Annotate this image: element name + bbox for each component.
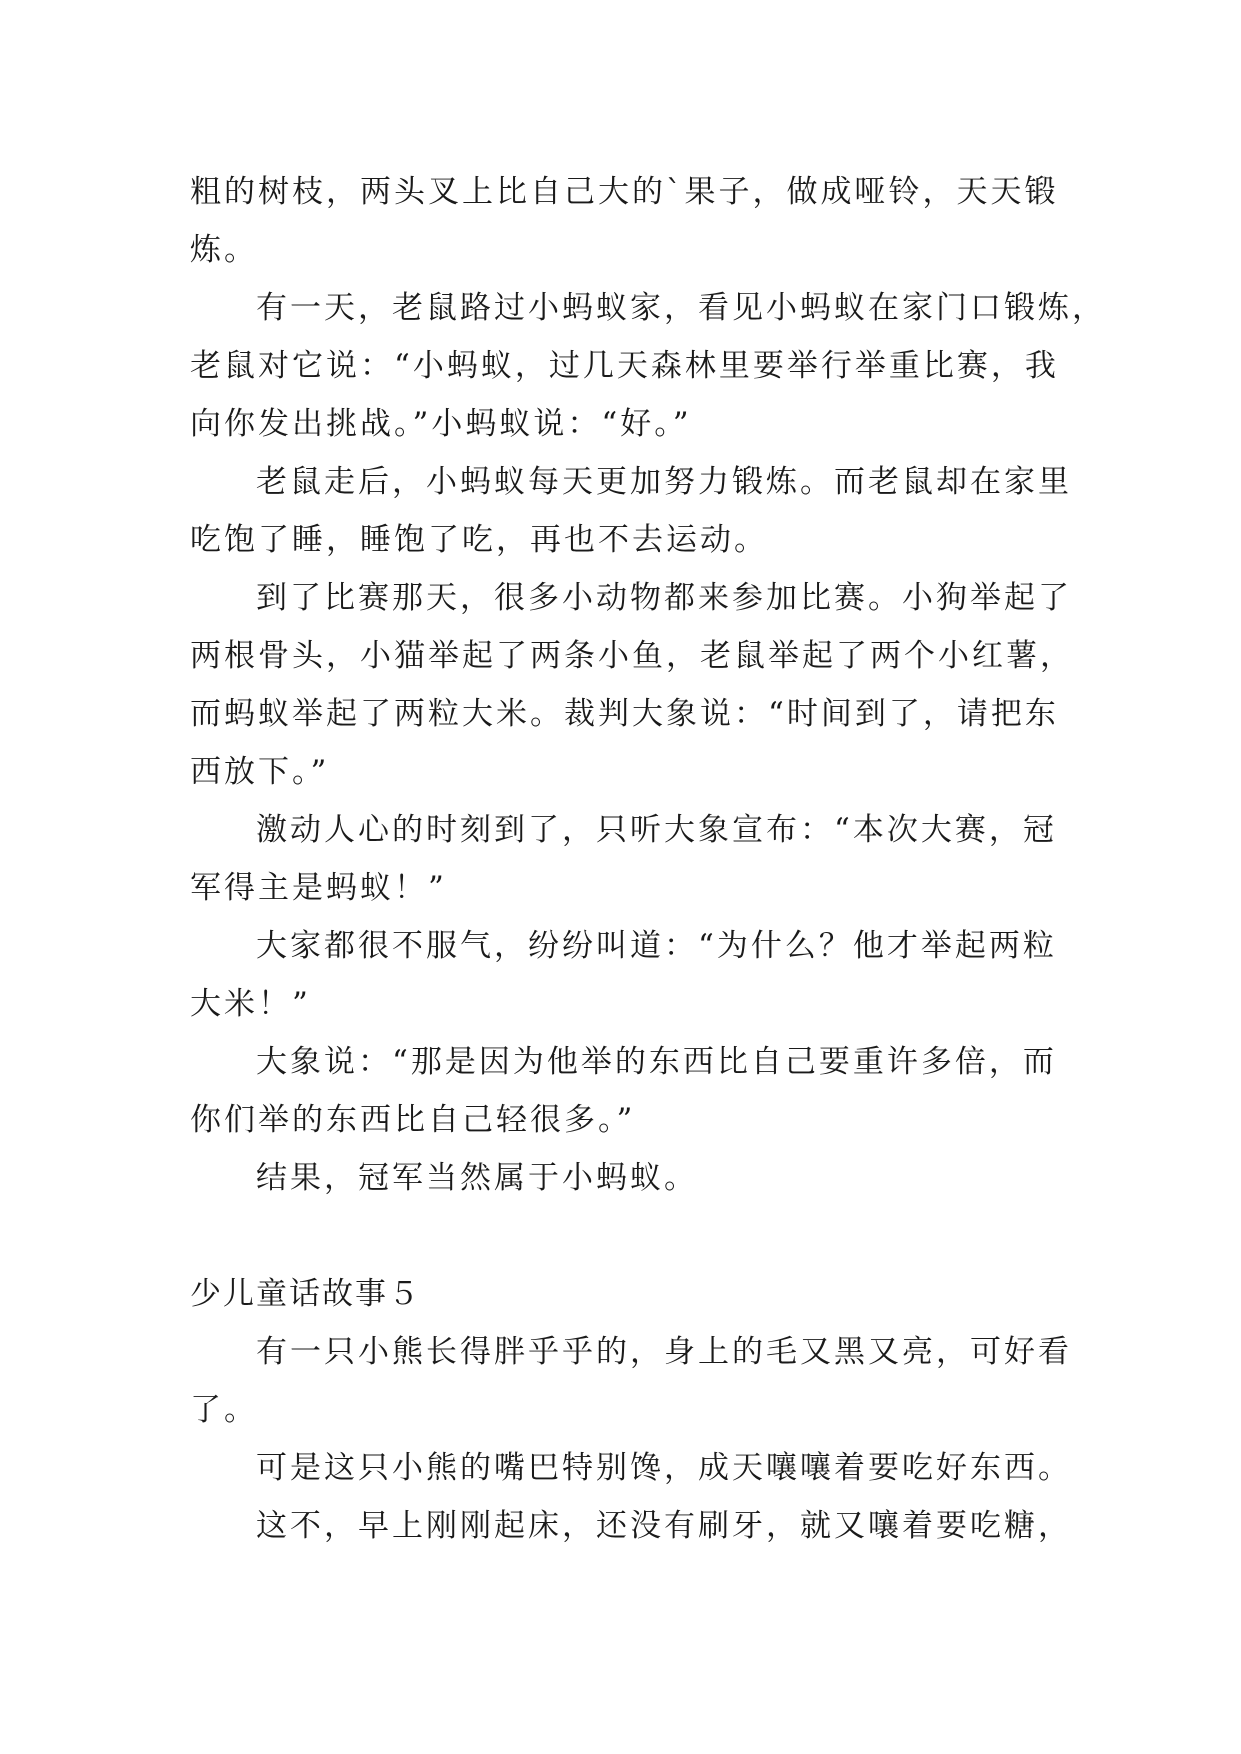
text-line: 你们举的东西比自己轻很多。” [190, 1102, 636, 1138]
paragraph-start-line: 有一只小熊长得胖乎乎的，身上的毛又黑又亮，可好看 [256, 1334, 1072, 1370]
document-body [190, 163, 1106, 1555]
paragraph-start-line: 可是这只小熊的嘴巴特别馋，成天嚷嚷着要吃好东西。 [256, 1450, 1072, 1486]
text-line: 西放下。” [190, 754, 330, 790]
text-line: 粗的树枝，两头叉上比自己大的`果子，做成哑铃，天天锻 [190, 174, 1059, 210]
text-line: 吃饱了睡，睡饱了吃，再也不去运动。 [190, 522, 768, 558]
paragraph-start-line: 大象说：“那是因为他举的东西比自己要重许多倍，而 [256, 1044, 1057, 1080]
text-line: 向你发出挑战。”小蚂蚁说：“好。” [190, 406, 692, 442]
paragraph-start-line: 老鼠走后，小蚂蚁每天更加努力锻炼。而老鼠却在家里 [256, 464, 1072, 500]
section-title: 少儿童话故事５ [190, 1276, 421, 1312]
text-line: 两根骨头，小猫举起了两条小鱼，老鼠举起了两个小红薯， [190, 638, 1074, 674]
paragraph-start-line: 这不，早上刚刚起床，还没有刷牙，就又嚷着要吃糖， [256, 1508, 1072, 1544]
text-line: 军得主是蚂蚁！” [190, 870, 447, 906]
text-line: 大米！” [190, 986, 311, 1022]
text-line: 而蚂蚁举起了两粒大米。裁判大象说：“时间到了，请把东 [190, 696, 1059, 732]
paragraph-start-line: 大家都很不服气，纷纷叫道：“为什么？他才举起两粒 [256, 928, 1057, 964]
section-spacer [190, 1207, 1050, 1265]
text-line: 老鼠对它说：“小蚂蚁，过几天森林里要举行举重比赛，我 [190, 348, 1059, 384]
paragraph-start-line: 到了比赛那天，很多小动物都来参加比赛。小狗举起了 [256, 580, 1072, 616]
paragraph-start-line: 有一天，老鼠路过小蚂蚁家，看见小蚂蚁在家门口锻炼， [256, 290, 1106, 326]
text-line: 了。 [190, 1392, 258, 1428]
paragraph-start-line: 激动人心的时刻到了，只听大象宣布：“本次大赛，冠 [256, 812, 1057, 848]
paragraph-start-line: 结果，冠军当然属于小蚂蚁。 [256, 1160, 698, 1196]
text-line: 炼。 [190, 232, 258, 268]
